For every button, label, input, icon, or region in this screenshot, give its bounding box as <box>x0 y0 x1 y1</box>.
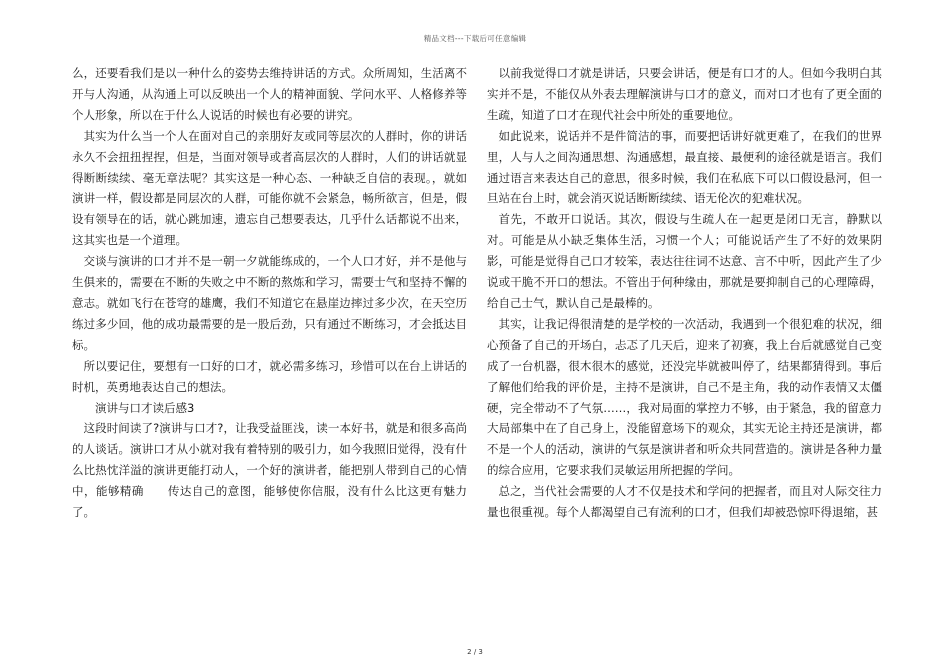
paragraph: 交谈与演讲的口才并不是一朝一夕就能练成的，一个人口才好，并不是他与生俱来的，需要在不断的失败之中不断的熬炼和学习，需要士气和坚持不懈的意志。就如飞行在苍穹的雄鹰，我们不知道它在悬崖边摔过多少次，在天空历练过多少回，他的成功最需要的是一股后劲，只有通过不断练习，才会抵达目标。 <box>72 254 467 352</box>
paragraph: 以前我觉得口才就是讲话，只要会讲话，便是有口才的人。但如今我明白其实并不是，不能仅从外表去理解演讲与口才的意义，而对口才也有了更全面的生疏，知道了口才在现代社会中所处的重要地位。 <box>487 66 882 122</box>
paragraph: 所以要记住，要想有一口好的口才，就必需多练习，珍惜可以在台上讲话的时机，英勇地表达自己的想法。 <box>72 358 467 394</box>
right-column <box>487 63 882 523</box>
paragraph: 首先，不敢开口说话。其次，假设与生疏人在一起更是闭口无言，静默以对。可能是从小缺乏集体生活，习惯一个人；可能说话产生了不好的效果阴影，可能是觉得自己口才较笨，表达往往词不达意、言不中听，因此产生了少说或干脆不开口的想法。不管出于何种缘由，那就是要抑制自己的心理障碍，给自己士气，默认自己是最棒的。 <box>487 212 882 310</box>
paragraph: 其实，让我记得很清楚的是学校的一次活动，我遇到一个很犯难的状况，细心预备了自己的开场白，忐忑了几天后，迎来了初赛，我上台后就感觉自己变成了一台机器，很木很木的感觉，还没完毕就被叫停了，结果都猜得到。事后了解他们给我的评价是，主持不是演讲，自己不是主角，我的动作表情又太僵硬，完全带动不了气氛……，我对局面的掌控力不够，由于紧急，我的留意力大局部集中在了自己身上，没能留意场下的观众，其实无论主持还是演讲，都不是一个人的活动，演讲的气氛是演讲者和听众共同营造的。演讲是各种力量的综合应用，它要求我们灵敏运用所把握的学问。 <box>487 316 882 478</box>
paragraph: 么，还要看我们是以一种什么的姿势去维持讲话的方式。众所周知，生活离不开与人沟通，从沟通上可以反映出一个人的精神面貌、学问水平、人格修养等个人形象，所以在于什么人说话的时候也有必要的讲究。 <box>72 66 467 122</box>
section-heading: 演讲与口才读后感3 <box>95 400 195 415</box>
paragraph: 这段时间读了?演讲与口才?，让我受益匪浅，读一本好书，就是和很多高尚的人谈话。演讲口才从小就对我有着特别的吸引力，如今我照旧觉得，没有什么比热忱洋溢的演讲更能打动人，一个好的演讲者，能把别人带到自己的心情中，能够精确 传达自己的意图，能够使你信服，没有什么比这更有魅力了。 <box>72 421 467 520</box>
left-column <box>72 63 467 523</box>
paragraph: 如此说来，说话并不是件简洁的事，而要把话讲好就更难了，在我们的世界里，人与人之间沟通思想、沟通感想，最直接、最便利的途径就是语言。我们通过语言来表达自己的意思，很多时候，我们在私底下可以口假设悬河，但一旦站在台上时，就会消灭说话断断续续、语无伦次的犯难状况。 <box>487 128 882 206</box>
paragraph: 总之，当代社会需要的人才不仅是技术和学问的把握者，而且对人际交往力量也很重视。每个人都渴望自己有流利的口才，但我们却被恐惊吓得退缩，甚 <box>487 484 882 520</box>
page-header: 精品文档---下载后可任意编辑 <box>423 34 527 43</box>
page-number: 2 / 3 <box>467 648 483 656</box>
paragraph: 其实为什么当一个人在面对自己的亲朋好友或同等层次的人群时，你的讲话永久不会扭扭捏捏，但是，当面对领导或者高层次的人群时，人们的讲话就显得断断续续、毫无章法呢？其实这是一种心态、一种缺乏自信的表现。，就如演讲一样，假设都是同层次的人群，可能你就不会紧急，畅所欲言，但是，假设有领导在的话，就心跳加速，遗忘自己想要表达，几乎什么话都说不出来，这其实也是一个道理。 <box>72 128 467 248</box>
